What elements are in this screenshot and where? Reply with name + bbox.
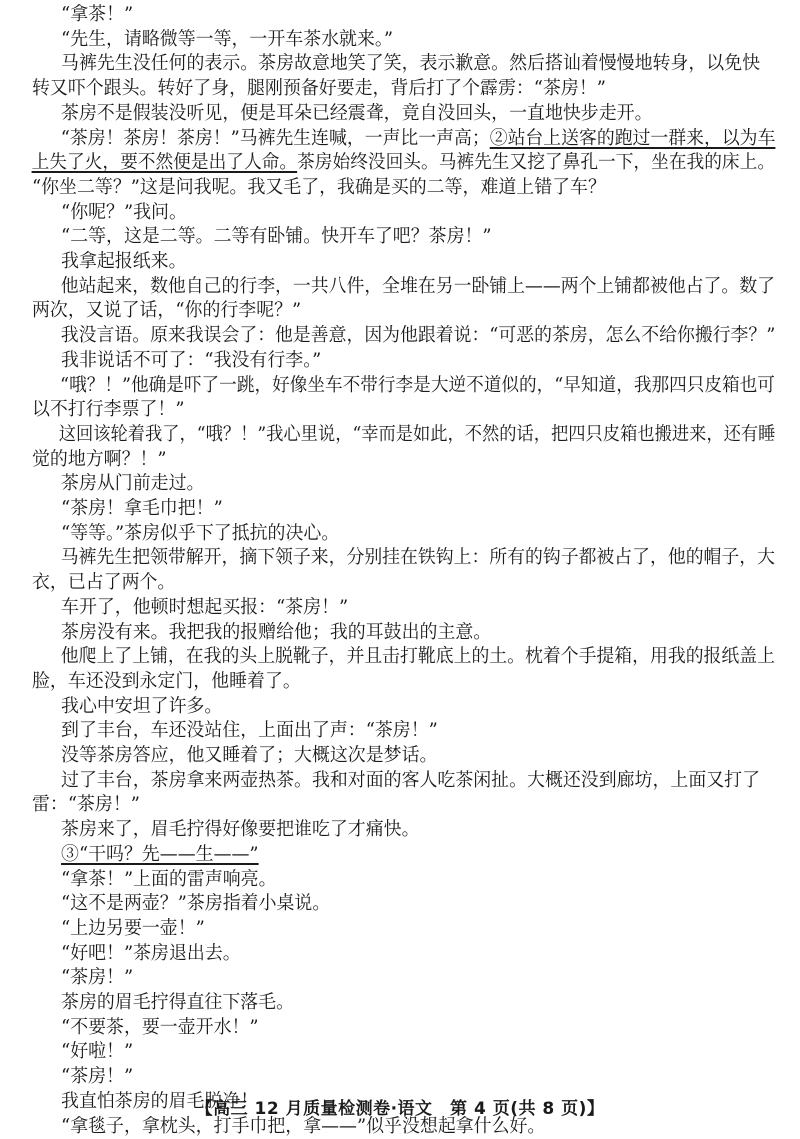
text-segment: 茶房不是假装没听见，便是耳朵已经震聋，竟自没回头，一直地快步走开。 xyxy=(61,102,653,124)
text-segment: “拿毯子，拿枕头，打手巾把，拿——”似乎没想起拿什么好。 xyxy=(61,1115,546,1137)
text-line xyxy=(0,521,775,546)
text-segment: “茶房！” xyxy=(61,1066,134,1088)
text-line xyxy=(0,447,775,472)
text-segment: “拿茶！” xyxy=(61,4,134,25)
text-segment: 脸，车还没到永定门，他睡着了。 xyxy=(31,670,301,692)
text-line xyxy=(0,620,775,645)
text-line xyxy=(0,249,775,274)
text-segment: 我拿起报纸来。 xyxy=(61,251,187,272)
text-line xyxy=(0,1015,775,1040)
text-segment: 车开了，他顿时想起买报：“茶房！” xyxy=(61,596,349,618)
text-segment: “哦？！”他确是吓了一跳，好像坐车不带行李是大逆不道似的，“早知道，我那四只皮箱也可 xyxy=(60,374,775,396)
text-segment: 我心中安坦了许多。 xyxy=(61,695,223,717)
text-segment: 茶房从门前走过。 xyxy=(61,473,205,495)
text-segment: 他站起来，数他自己的行李，一共八件，全堆在另一卧铺上——两个上铺都被他占了。数了 xyxy=(60,275,775,297)
text-segment: “好吧！”茶房退出去。 xyxy=(61,942,241,964)
text-segment: 觉的地方啊？！” xyxy=(31,448,167,470)
text-segment: 到了丰台，车还没站住，上面出了声：“茶房！” xyxy=(61,720,438,742)
text-line xyxy=(0,842,775,867)
text-line xyxy=(0,718,775,743)
text-segment: 茶房没有来。我把我的报赠给他；我的耳鼓出的主意。 xyxy=(61,621,492,643)
text-line xyxy=(0,298,775,323)
text-segment: 马裤先生没任何的表示。茶房故意地笑了笑，表示歉意。然后搭讪着慢慢地转身，以免快 xyxy=(61,53,761,75)
text-line xyxy=(0,545,775,570)
text-line xyxy=(0,348,775,373)
text-line xyxy=(0,817,775,842)
text-line xyxy=(0,570,775,595)
page-footer: 【高三 12 月质量检测卷·语文 第 4 页(共 8 页)】 xyxy=(195,1099,605,1119)
text-line xyxy=(0,126,776,151)
text-segment: 雷：“茶房！” xyxy=(31,794,140,816)
text-segment: “上边另要一壶！” xyxy=(61,917,205,939)
text-line xyxy=(0,175,775,200)
underlined-text: ③“干吗？先——生——” xyxy=(61,843,259,865)
text-segment: “等等。”茶房似乎下了抵抗的决心。 xyxy=(61,522,340,544)
text-line xyxy=(0,101,775,126)
text-segment: “拿茶！”上面的雷声响亮。 xyxy=(61,868,277,890)
text-line xyxy=(0,323,776,348)
text-segment: 以不打行李票了！” xyxy=(31,399,185,421)
text-segment: 我直怕茶房的眉毛脱净！ xyxy=(61,1090,259,1112)
text-line xyxy=(0,496,775,521)
text-segment: 我没言语。原来我误会了：他是善意，因为他跟着说：“可恶的茶房，怎么不给你搬行李？” xyxy=(60,325,776,347)
text-line xyxy=(0,669,775,694)
text-line xyxy=(0,644,775,669)
text-line xyxy=(0,471,775,496)
text-segment: “先生，请略微等一等，一开车茶水就来。” xyxy=(61,28,394,50)
text-segment: 转又吓个跟头。转好了身，腿刚预备好要走，背后打了个霹雳：“茶房！” xyxy=(31,78,606,100)
text-line xyxy=(0,373,775,398)
text-line xyxy=(0,422,776,447)
text-segment: “这不是两壶？”茶房指着小桌说。 xyxy=(61,893,331,915)
text-line xyxy=(0,1039,775,1064)
text-line xyxy=(0,867,775,892)
text-line xyxy=(0,916,775,941)
text-segment: 茶房来了，眉毛拧得好像要把谁吃了才痛快。 xyxy=(61,819,420,841)
text-segment: 没等茶房答应，他又睡着了；大概这次是梦话。 xyxy=(61,745,438,766)
text-line xyxy=(0,27,775,52)
text-line xyxy=(0,1064,775,1089)
text-line xyxy=(0,743,775,768)
text-segment: “二等，这是二等。二等有卧铺。快开车了吧？茶房！” xyxy=(61,226,492,248)
text-line xyxy=(0,51,775,76)
text-line xyxy=(0,792,775,817)
text-segment: 我非说话不可了：“我没有行李。” xyxy=(61,349,322,371)
text-line xyxy=(0,694,775,719)
text-segment: “好啦！” xyxy=(61,1041,134,1063)
text-segment: “你坐二等？”这是问我呢。我又毛了，我确是买的二等，难道上错了车？ xyxy=(31,176,606,198)
underlined-text: 上失了火，要不然便是出了人命。 xyxy=(31,152,298,174)
text-line xyxy=(0,965,775,990)
text-segment: “你呢？”我问。 xyxy=(61,201,187,223)
text-segment: “茶房！拿毛巾把！” xyxy=(61,498,223,519)
text-segment: 过了丰台，茶房拿来两壶热茶。我和对面的客人吃茶闲扯。大概还没到廊坊，上面又打了 xyxy=(61,769,761,791)
text-line xyxy=(0,397,775,422)
text-line xyxy=(0,891,775,916)
text-line xyxy=(0,941,775,966)
text-segment: 衣，已占了两个。 xyxy=(31,572,176,594)
text-line xyxy=(0,274,775,299)
text-segment: 这回该轮着我了，“哦？！”我心里说，“幸而是如此，不然的话，把四只皮箱也搬进来，还有睡 xyxy=(58,423,776,445)
text-line xyxy=(0,224,775,249)
text-segment: 他爬上了上铺，在我的头上脱靴子，并且击打靴底上的土。枕着个手提箱，用我的报纸盖上 xyxy=(60,646,775,668)
text-line xyxy=(0,2,775,27)
text-line xyxy=(0,990,775,1015)
text-segment: 茶房的眉毛拧得直往下落毛。 xyxy=(61,992,295,1013)
text-segment: “茶房！茶房！茶房！”马裤先生连喊，一声比一声高； xyxy=(60,127,490,149)
text-line xyxy=(0,150,776,175)
text-segment: 茶房始终没回头。马裤先生又挖了鼻孔一下，坐在我的床上。 xyxy=(297,152,776,174)
text-segment: “不要茶，要一壶开水！” xyxy=(61,1016,259,1038)
text-line xyxy=(0,200,775,225)
text-segment: “茶房！” xyxy=(61,967,134,989)
text-line xyxy=(0,768,775,793)
text-segment: 马裤先生把领带解开，摘下领子来，分别挂在铁钩上：所有的钩子都被占了，他的帽子，大 xyxy=(60,547,775,569)
underlined-text: ②站台上送客的跑过一群来，以为车 xyxy=(489,127,776,149)
text-line xyxy=(0,595,775,620)
text-segment: 两次，又说了话，“你的行李呢？” xyxy=(31,300,302,322)
text-line xyxy=(0,76,775,101)
